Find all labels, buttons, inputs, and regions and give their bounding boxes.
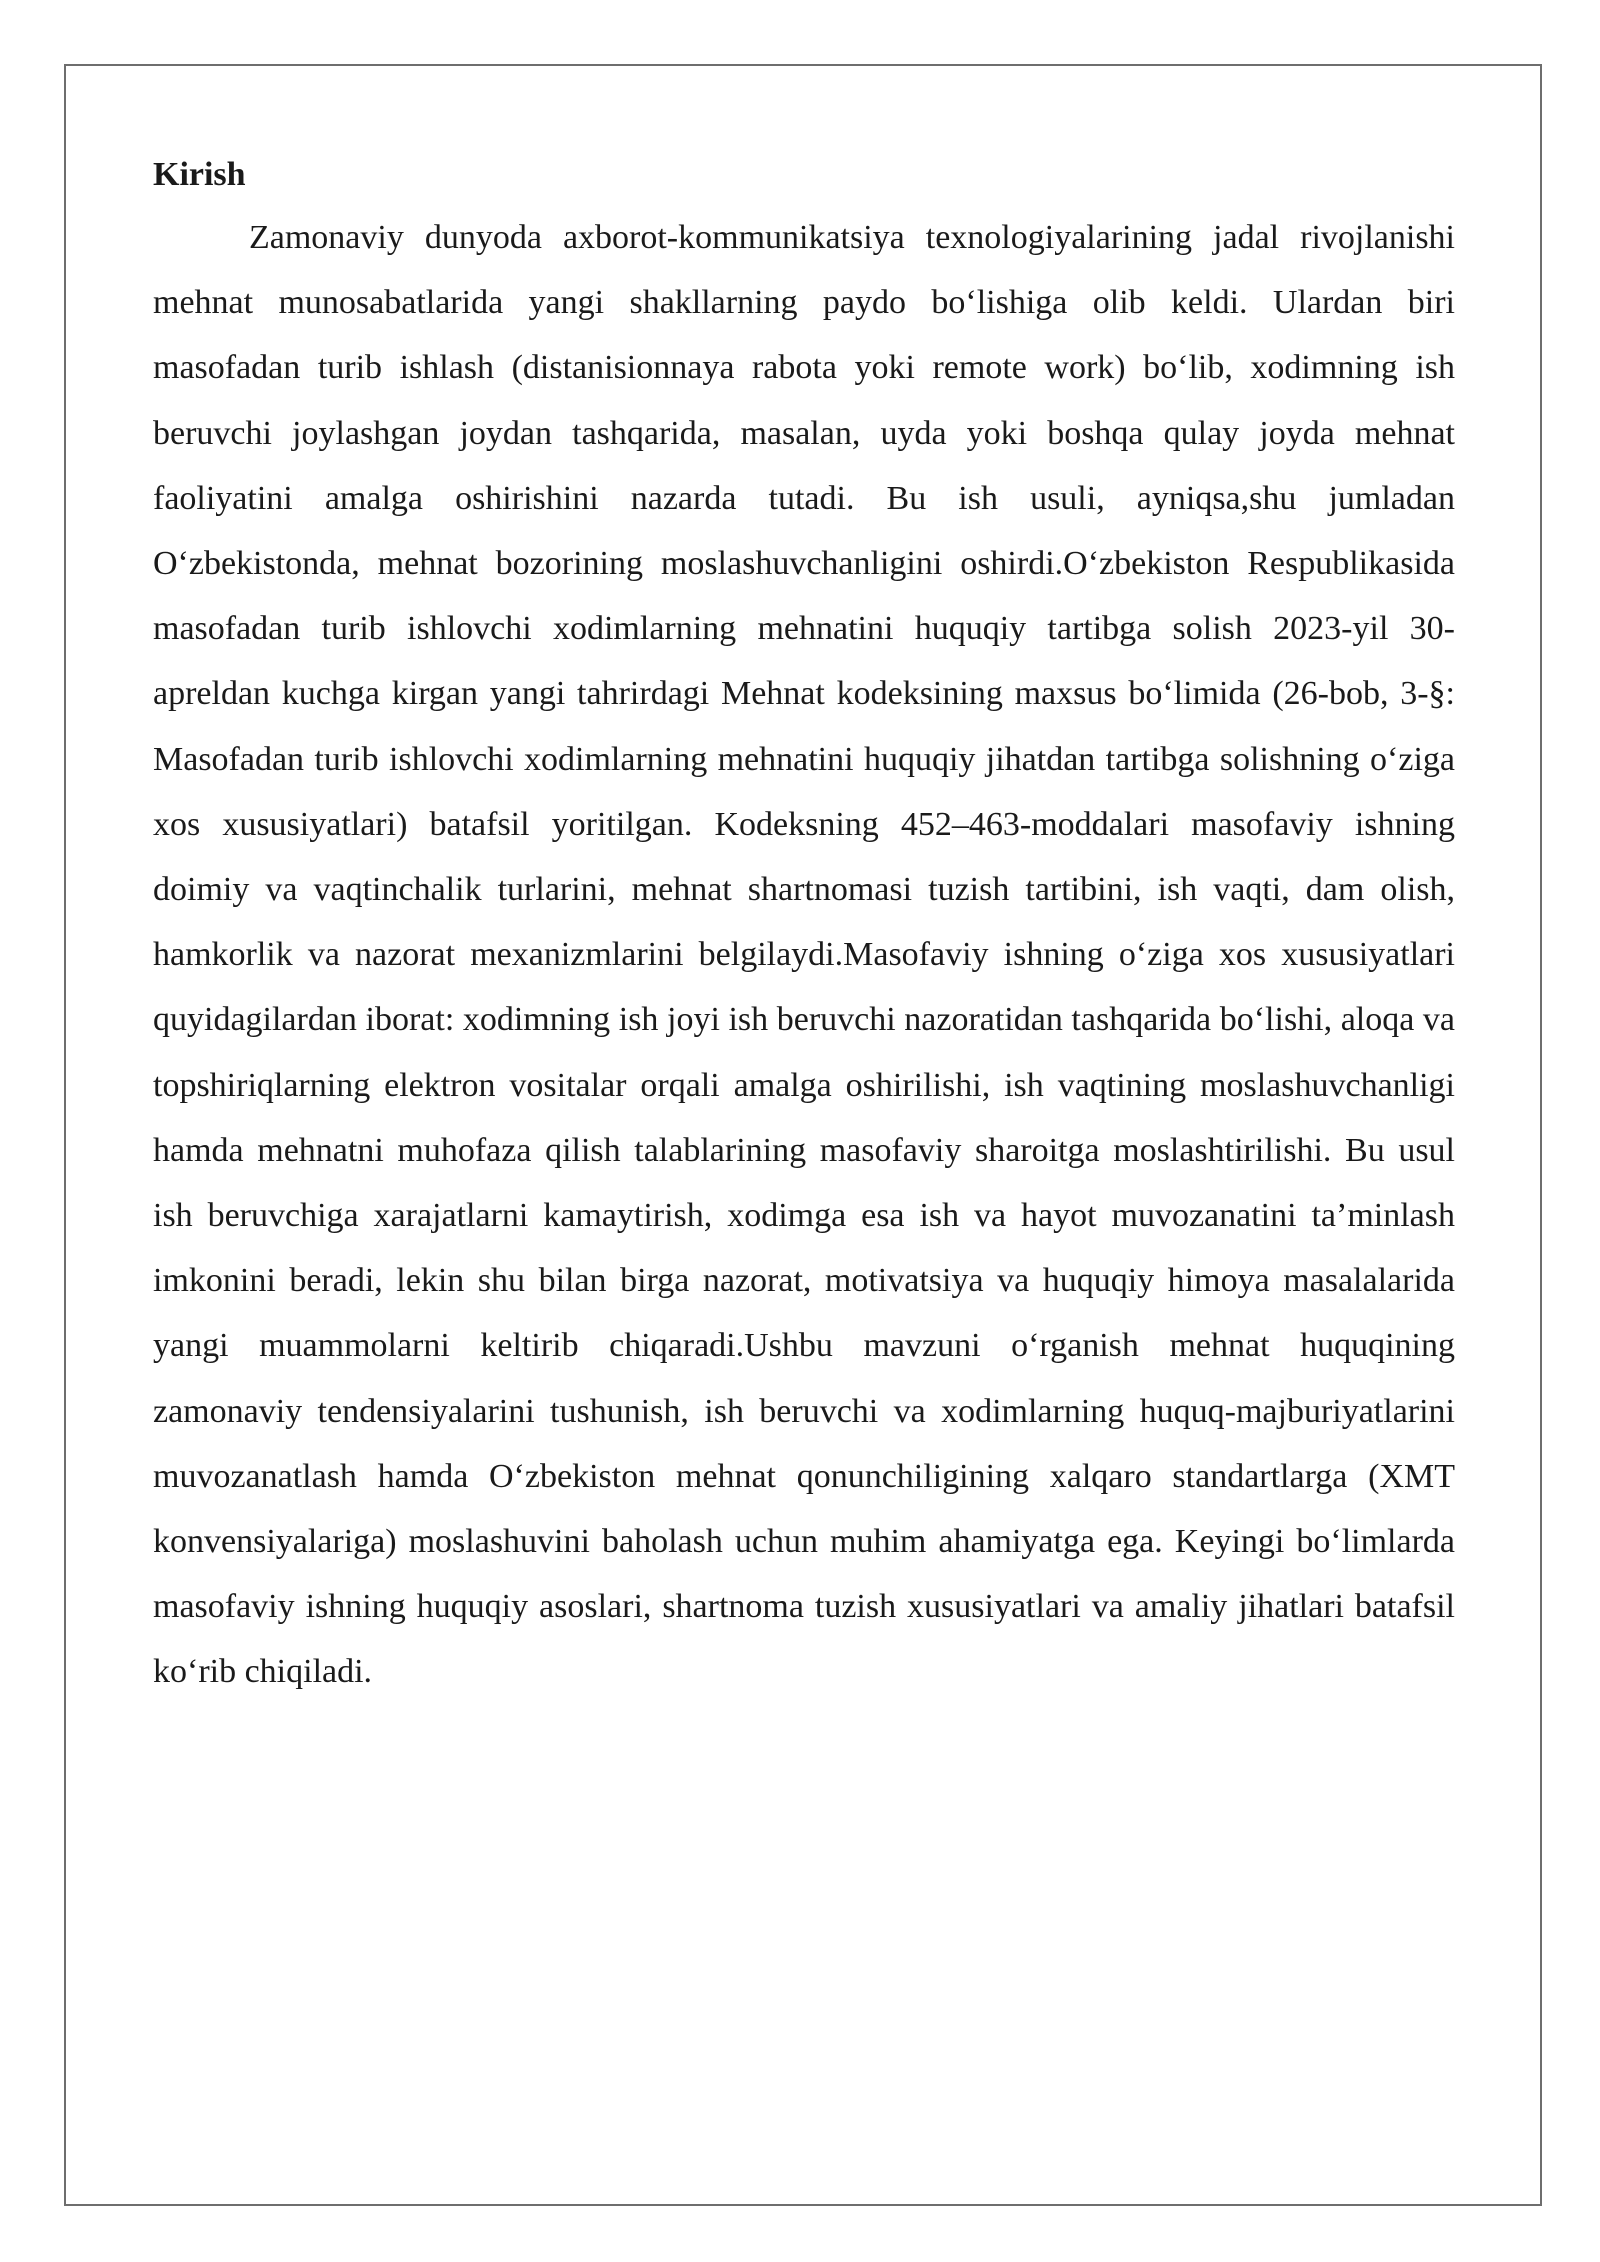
section-heading: Kirish [153,156,246,193]
body-paragraph: Zamonaviy dunyoda axborot-kommunikatsiya texnologiyalarining jadal rivojlanishi mehnat munosabatlarida yangi shakllarning paydo bo‘lishiga olib keldi. Ulardan biri masofadan turib ishlash (distanisionnaya rabota yoki remote work) bo‘lib, xodimning ish beruvchi joylashgan joydan tashqarida, masalan, uyda yoki boshqa qulay joyda mehnat faoliyatini amalga oshirishini nazarda tutadi. Bu ish usuli, ayniqsa,shu jumladan O‘zbekistonda, mehnat bozorining moslashuvchanligini oshirdi.O‘zbekiston Respublikasida masofadan turib ishlovchi xodimlarning mehnatini huquqiy tartibga solish 2023-yil 30-apreldan kuchga kirgan yangi tahrirdagi Mehnat kodeksining maxsus bo‘limida (26-bob, 3-§: Masofadan turib ishlovchi xodimlarning mehnatini huquqiy jihatdan tartibga solishning o‘ziga xos xususiyatlari) batafsil yoritilgan. Kodeksning 452–463-moddalari masofaviy ishning doimiy va vaqtinchalik turlarini, mehnat shartnomasi tuzish tartibini, ish vaqti, dam olish, hamkorlik va nazorat mexanizmlarini belgilaydi.Masofaviy ishning o‘ziga xos xususiyatlari quyidagilardan iborat: xodimning ish joyi ish beruvchi nazoratidan tashqarida bo‘lishi, aloqa va topshiriqlarning elektron vositalar orqali amalga oshirilishi, ish vaqtining moslashuvchanligi hamda mehnatni muhofaza qilish talablarining masofaviy sharoitga moslashtirilishi. Bu usul ish beruvchiga xarajatlarni kamaytirish, xodimga esa ish va hayot muvozanatini ta’minlash imkonini beradi, lekin shu bilan birga nazorat, motivatsiya va huquqiy himoya masalalarida yangi muammolarni keltirib chiqaradi.Ushbu mavzuni o‘rganish mehnat huquqining zamonaviy tendensiyalarini tushunish, ish beruvchi va xodimlarning huquq-majburiyatlarini muvozanatlash hamda O‘zbekiston mehnat qonunchiligining xalqaro standartlarga (XMT konvensiyalariga) moslashuvini baholash uchun muhim ahamiyatga ega. Keyingi bo‘limlarda masofaviy ishning huquqiy asoslari, shartnoma tuzish xususiyatlari va amaliy jihatlari batafsil ko‘rib chiqiladi. [153,219,1455,1691]
document-body [153,145,1455,1705]
